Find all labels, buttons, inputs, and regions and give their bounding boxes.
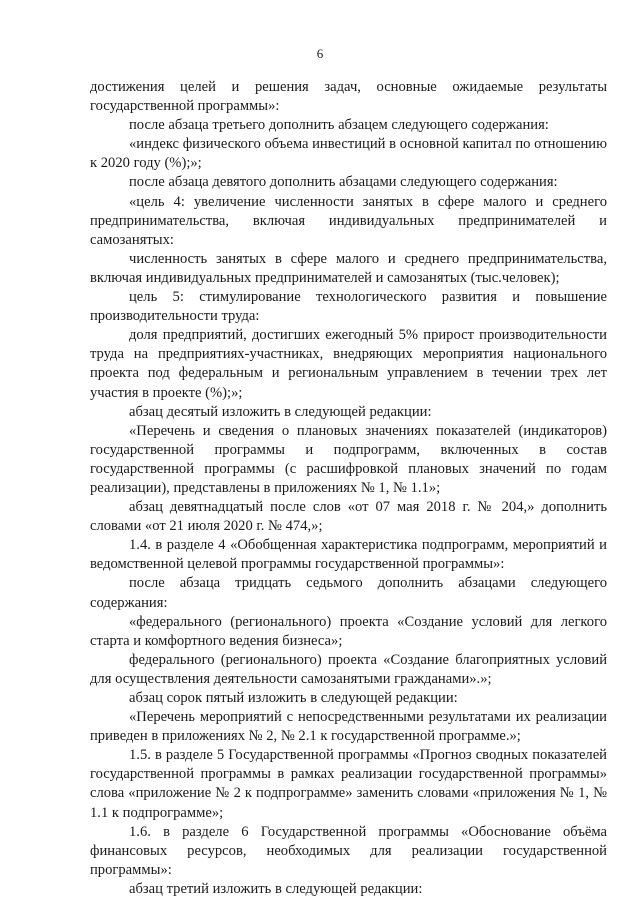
paragraph-enterprises-share: доля предприятий, достигших ежегодный 5% прирост производительности труда на предприятиях-участниках, внедряющих мероприятия национального проекта под федеральным и региональным управлением в течении трех лет участия в проекте (%);»; — [90, 327, 607, 401]
paragraph-section-1-4: 1.4. в разделе 4 «Обобщенная характеристика подпрограмм, мероприятий и ведомственной целевой программы государственной программы»: — [90, 537, 607, 573]
document-body — [90, 78, 607, 899]
paragraph-indicators-list: «Перечень и сведения о плановых значениях показателей (индикаторов) государственной программы и подпрограмм, включенных в состав государственной программы (с расшифровкой плановых значений по годам реализации), представлены в приложениях № 1, № 1.1»; — [90, 422, 607, 496]
paragraph-employment-count: численность занятых в сфере малого и среднего предпринимательства, включая индивидуальных предпринимателей и самозанятых (тыс.человек); — [90, 250, 607, 286]
paragraph-goal-5: цель 5: стимулирование технологического развития и повышение производительности труда: — [90, 289, 607, 325]
paragraph-continuation-goals: достижения целей и решения задач, основные ожидаемые результаты государственной программы»: — [90, 79, 607, 115]
paragraph-third-abzac: абзац третий изложить в следующей редакции: — [129, 880, 423, 897]
paragraph-federal-project-start: «федерального (регионального) проекта «Создание условий для легкого старта и комфортного ведения бизнеса»; — [90, 613, 607, 649]
paragraph-section-1-6: 1.6. в разделе 6 Государственной программы «Обоснование объёма финансовых ресурсов, необходимых для реализации государственной программы»: — [90, 823, 607, 878]
paragraph-after-thirty-seventh: после абзаца тридцать седьмого дополнить абзацами следующего содержания: — [90, 575, 607, 611]
paragraph-nineteenth-abzac: абзац девятнадцатый после слов «от 07 мая 2018 г. № 204,» дополнить словами «от 21 июля 2020 г. № 474,»; — [90, 499, 607, 535]
paragraph-federal-project-selfemployed: федерального (регионального) проекта «Создание благоприятных условий для осуществления деятельности самозанятыми гражданами».»; — [90, 651, 607, 687]
paragraph-investment-index: «индекс физического объема инвестиций в основной капитал по отношению к 2020 году (%);»; — [90, 136, 607, 172]
paragraph-tenth-abzac: абзац десятый изложить в следующей редакции: — [129, 403, 432, 420]
paragraph-goal-4: «цель 4: увеличение численности занятых в сфере малого и среднего предпринимательства, включая индивидуальных предпринимателей и самозанятых: — [90, 193, 607, 248]
paragraph-measures-list: «Перечень мероприятий с непосредственными результатами их реализации приведен в приложениях № 2, № 2.1 к государственной программе.»; — [90, 709, 607, 745]
paragraph-after-ninth: после абзаца девятого дополнить абзацами следующего содержания: — [129, 174, 558, 191]
paragraph-section-1-5: 1.5. в разделе 5 Государственной программы «Прогноз сводных показателей государственной программы в рамках реализации государственной программы» слова «приложение № 2 к подпрограмме» заменить словами «приложения № 1, № 1.1 к подпрограмме»; — [90, 747, 607, 821]
paragraph-after-third: после абзаца третьего дополнить абзацем следующего содержания: — [129, 117, 549, 134]
page-number: 6 — [316, 46, 324, 61]
paragraph-forty-fifth-abzac: абзац сорок пятый изложить в следующей редакции: — [129, 690, 458, 706]
